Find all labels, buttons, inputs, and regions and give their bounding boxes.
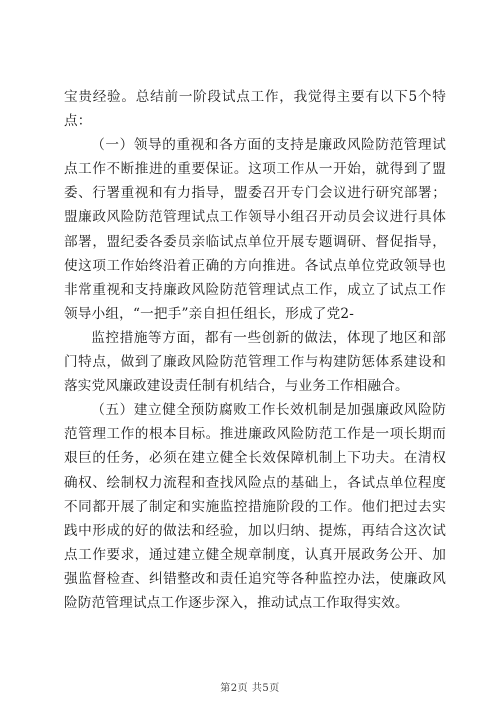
page-number-footer: 第2页 共5页	[220, 683, 280, 694]
paragraph-point-one: （一）领导的重视和各方面的支持是廉政风险防范管理试点工作不断推进的重要保证。这项工作从一开始，就得到了盟委、行署重视和有力指导，盟委召开专门会议进行研究部署；盟廉政风险防范管理试点工作领导小组召开动员会议进行具体部署，盟纪委各委员亲临试点单位开展专题调研、督促指导，使这项工作始终沿着正确的方向推进。各试点单位党政领导也非常重视和支持廉政风险防范管理试点工作，成立了试点工作领导小组，“一把手”亲自担任组长，形成了党2-	[64, 137, 446, 322]
document-body	[64, 85, 446, 615]
paragraph-point-five: （五）建立健全预防腐败工作长效机制是加强廉政风险防范管理工作的根本目标。推进廉政风险防范工作是一项长期而艰巨的任务，必须在建立健全长效保障机制上下功夫。在清权确权、绘制权力流程和查找风险点的基础上，各试点单位程度不同都开展了制定和实施监控措施阶段的工作。他们把过去实践中形成的好的做法和经验，加以归纳、提炼，再结合这次试点工作要求，通过建立健全规章制度，认真开展政务公开、加强监督检查、纠错整改和责任追究等各种监控办法，使廉政风险防范管理试点工作逐步深入，推动试点工作取得实效。	[64, 402, 446, 611]
paragraph-intro-continuation: 宝贵经验。总结前一阶段试点工作，我觉得主要有以下5个特点：	[64, 89, 446, 130]
paragraph-monitoring-measures: 监控措施等方面，都有一些创新的做法，体现了地区和部门特点，做到了廉政风险防范管理工作与构建防惩体系建设和落实党风廉政建设责任制有机结合，与业务工作相融合。	[64, 329, 446, 395]
